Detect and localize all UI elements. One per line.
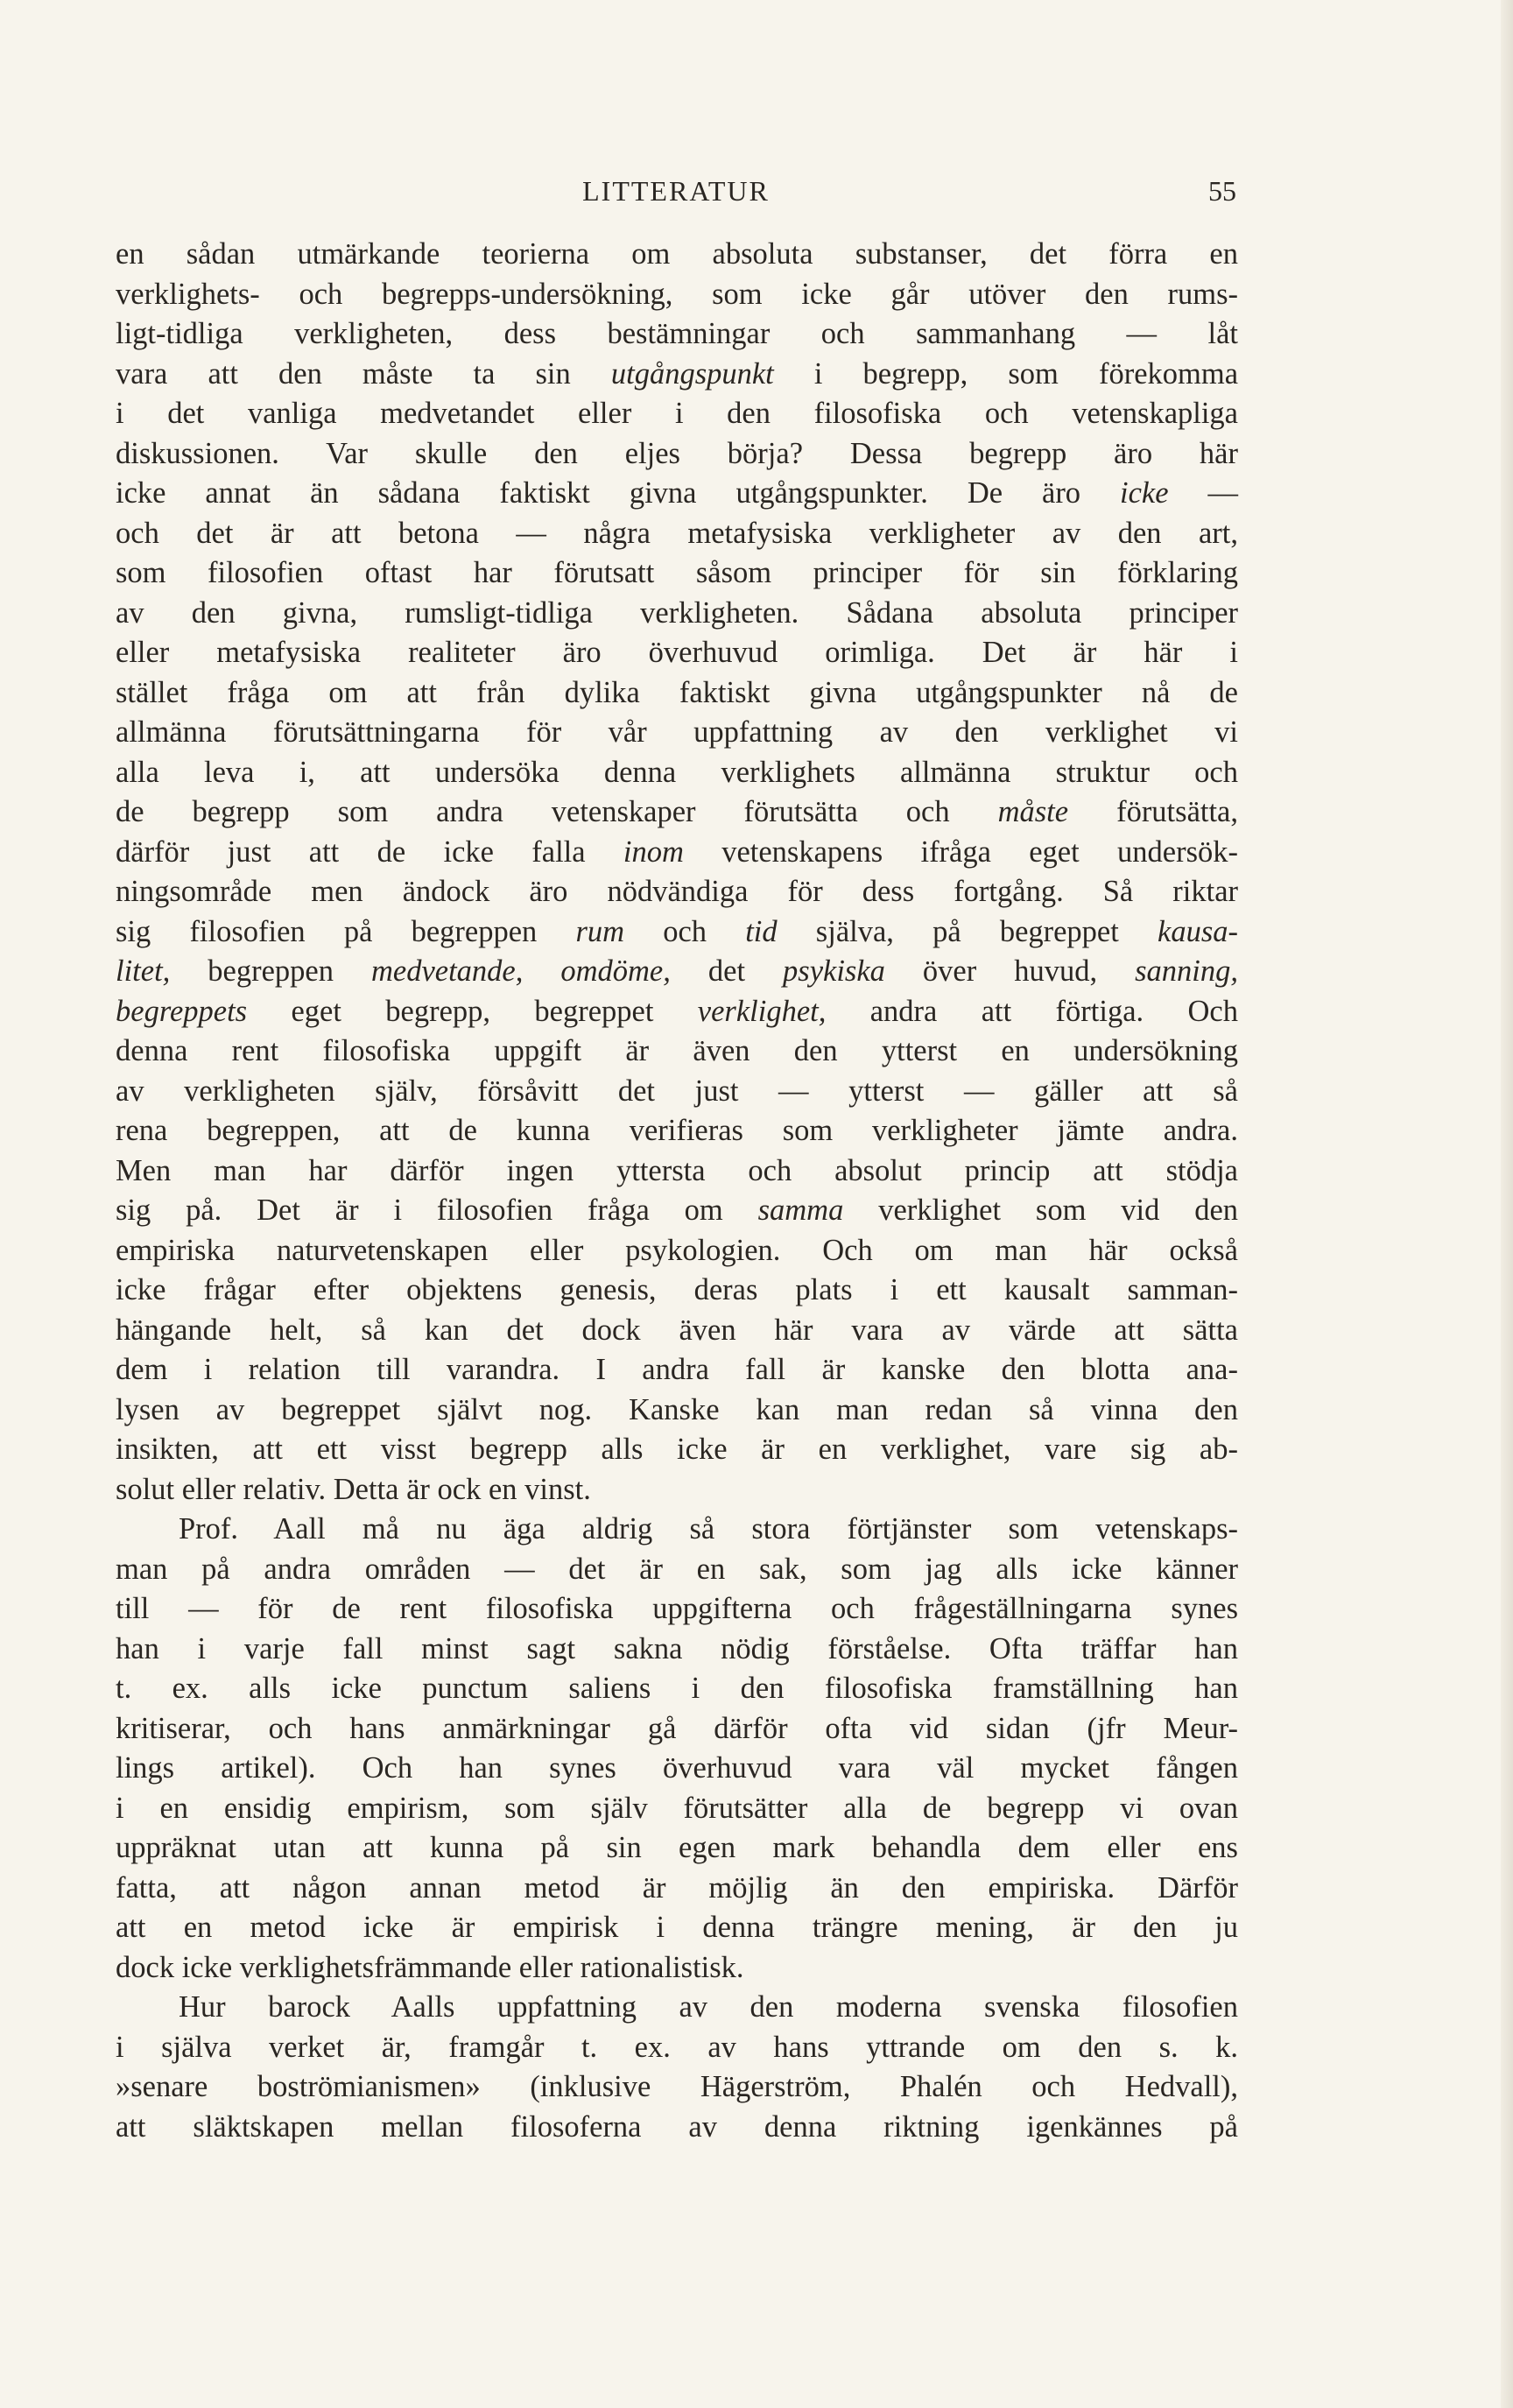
text-line [116,1111,1238,1151]
text-line [116,1231,1238,1271]
italic-term: rum [575,914,625,948]
text-segment: dem i relation till varandra. I andra fall är kanske den blotta ana- [116,1353,1238,1386]
text-segment: verklighet som vid den [843,1193,1239,1227]
text-segment: sig filosofien på begreppen [116,914,576,948]
text-line [116,1988,1238,2028]
text-line [116,1151,1238,1192]
text-segment: rena begreppen, att de kunna verifieras som verkligheter jämte andra. [116,1114,1238,1147]
italic-term: icke [1120,476,1169,510]
text-segment: av den givna, rumsligt-tidliga verkligheten. Sådana absoluta principer [116,595,1238,630]
italic-term: verklighet, [697,994,827,1028]
text-segment: till — för de rent filosofiska uppgifterna och frågeställningarna synes [116,1592,1238,1625]
text-segment: i själva verket är, framgår t. ex. av hans yttrande om den s. k. [116,2030,1238,2064]
text-segment: eller metafysiska realiteter äro överhuvud orimliga. Det är här i [116,636,1238,669]
text-segment: sig på. Det är i filosofien fråga om [116,1193,758,1227]
text-segment: det [670,954,784,988]
text-line [116,1709,1238,1750]
text-line [116,1669,1238,1709]
text-segment: över huvud, [884,954,1136,988]
text-segment: lings artikel). Och han synes överhuvud vara väl mycket fången [116,1751,1238,1785]
text-segment: en sådan utmärkande teorierna om absoluta substanser, det förra en [116,237,1238,271]
text-line [116,553,1238,594]
text-line [116,474,1238,514]
italic-term: inom [623,834,684,869]
italic-term: utgångspunkt [610,356,774,391]
text-segment: begreppen [170,954,371,988]
text-segment: i begrepp, som förekomma [773,356,1239,391]
text-line [116,1789,1238,1829]
text-segment: vara att den måste ta sin [116,356,611,391]
text-line [116,1630,1238,1670]
text-segment: som filosofien oftast har förutsatt såsom principer för sin förklaring [116,556,1238,589]
text-line [116,633,1238,673]
italic-term: medvetande, omdöme, [370,954,671,988]
text-segment: denna rent filosofiska uppgift är även den ytterst en undersökning [116,1034,1238,1067]
text-line [116,833,1238,873]
text-line [116,1430,1238,1470]
text-line [116,1470,1238,1510]
text-segment: vetenskapens ifråga eget undersök- [683,834,1239,869]
text-line [116,1749,1238,1789]
text-line [116,2067,1238,2108]
text-line [116,2108,1238,2148]
text-line [116,355,1238,395]
text-line [116,1510,1238,1550]
italic-term: kausa- [1158,914,1238,948]
text-segment: hängande helt, så kan det dock även här vara av värde att sätta [116,1313,1238,1347]
italic-term: måste [997,795,1069,828]
text-segment: och det är att betona — några metafysiska verkligheter av den art, [116,516,1238,550]
text-segment: i det vanliga medvetandet eller i den filosofiska och vetenskapliga [116,397,1238,430]
text-line [116,514,1238,554]
italic-term: litet, [116,954,171,988]
text-segment: man på andra områden — det är en sak, som jag alls icke känner [116,1552,1238,1586]
text-segment: — [1168,476,1238,510]
text-line [116,594,1238,634]
body-text [116,235,1238,2147]
text-segment: fatta, att någon annan metod är möjlig än den empiriska. Därför [116,1870,1238,1905]
italic-term: samma [757,1193,844,1227]
text-segment: t. ex. alls icke punctum saliens i den filosofiska framställning han [116,1672,1238,1705]
text-segment: Prof. Aall må nu äga aldrig så stora förtjänster som vetenskaps- [179,1512,1238,1545]
text-line [116,952,1238,992]
text-segment: därför just att de icke falla [116,834,623,869]
text-segment: allmänna förutsättningarna för vår uppfattning av den verklighet vi [116,715,1238,749]
text-segment: insikten, att ett visst begrepp alls icke är en verklighet, vare sig ab- [116,1433,1238,1466]
text-segment: kritiserar, och hans anmärkningar gå därför ofta vid sidan (jfr Meur- [116,1711,1238,1745]
text-segment: och [624,914,746,948]
text-segment: stället fråga om att från dylika faktiskt givna utgångspunkter nå de [116,675,1238,709]
text-segment: att en metod icke är empirisk i denna trängre mening, är den ju [116,1911,1238,1944]
page-number: 55 [1208,175,1236,207]
text-line [116,912,1238,953]
text-segment: att släktskapen mellan filosoferna av denna riktning igenkännes på [116,2109,1238,2144]
text-line [116,1589,1238,1630]
text-line [116,1828,1238,1869]
text-line [116,753,1238,793]
text-segment: han i varje fall minst sagt sakna nödig förståelse. Ofta träffar han [116,1631,1238,1665]
text-line [116,1191,1238,1231]
italic-term: begreppets [116,994,248,1028]
text-segment: de begrepp som andra vetenskaper förutsätta och [116,795,998,828]
italic-term: psykiska [783,954,885,988]
text-segment: solut eller relativ. Detta är ock en vinst. [116,1472,591,1506]
text-line [116,1350,1238,1391]
text-segment: alla leva i, att undersöka denna verklighets allmänna struktur och [116,755,1238,789]
text-segment: ningsområde men ändock äro nödvändiga för dess fortgång. Så riktar [116,875,1238,908]
italic-term: sanning, [1135,954,1238,988]
running-header [116,175,1236,210]
text-segment: Men man har därför ingen yttersta och absolut princip att stödja [116,1153,1238,1187]
text-line [116,394,1238,434]
text-line [116,1271,1238,1311]
text-line [116,1391,1238,1431]
text-line [116,1869,1238,1909]
text-segment: andra att förtiga. Och [826,994,1238,1028]
text-line [116,1031,1238,1072]
text-line [116,314,1238,355]
text-segment: icke annat än sådana faktiskt givna utgångspunkter. De äro [116,476,1121,510]
text-line [116,673,1238,714]
text-line [116,1550,1238,1590]
text-segment: eget begrepp, begreppet [247,994,698,1028]
text-line [116,713,1238,753]
text-segment: ligt-tidliga verkligheten, dess bestämningar och sammanhang — låt [116,317,1238,350]
text-segment: i en ensidig empirism, som själv förutsätter alla de begrepp vi ovan [116,1791,1238,1825]
running-title: LITTERATUR [582,175,770,207]
text-segment: förutsätta, [1068,795,1238,828]
text-segment: lysen av begreppet självt nog. Kanske kan man redan så vinna den [116,1392,1238,1426]
text-line [116,1948,1238,1989]
text-segment: dock icke verklighetsfrämmande eller rationalistisk. [116,1950,744,1984]
text-line [116,992,1238,1032]
text-line [116,1908,1238,1948]
text-line [116,1311,1238,1351]
text-line [116,235,1238,275]
text-segment: verklighets- och begrepps-undersökning, som icke går utöver den rums- [116,277,1238,311]
italic-term: tid [745,914,778,948]
text-segment: själva, på begreppet [777,914,1158,948]
text-line [116,434,1238,475]
text-line [116,872,1238,912]
text-line [116,792,1238,833]
text-line [116,275,1238,315]
text-line [116,2028,1238,2068]
text-segment: »senare boströmianismen» (inklusive Hägerström, Phalén och Hedvall), [116,2070,1238,2103]
page-edge-shadow [1501,0,1513,2408]
text-segment: icke frågar efter objektens genesis, deras plats i ett kausalt samman- [116,1273,1238,1306]
text-segment: av verkligheten själv, försåvitt det just — ytterst — gäller att så [116,1074,1238,1108]
text-segment: diskussionen. Var skulle den eljes börja? Dessa begrepp äro här [116,436,1238,470]
text-segment: Hur barock Aalls uppfattning av den moderna svenska filosofien [179,1990,1238,2024]
text-segment: empiriska naturvetenskapen eller psykologien. Och om man här också [116,1233,1238,1267]
text-segment: uppräknat utan att kunna på sin egen mark behandla dem eller ens [116,1831,1238,1864]
text-line [116,1072,1238,1112]
